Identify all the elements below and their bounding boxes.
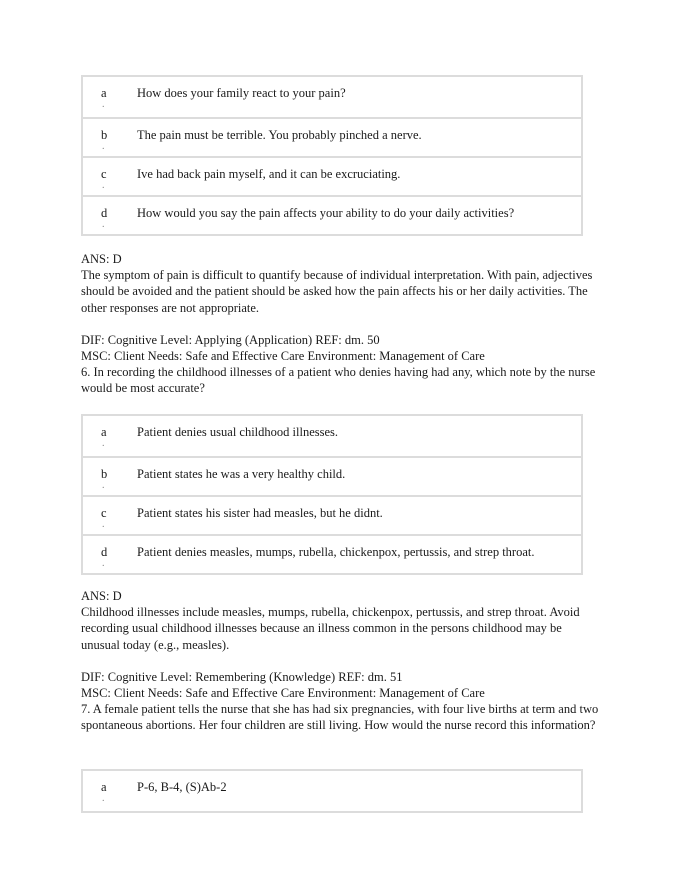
option-text: Patient states he was a very healthy child. xyxy=(137,467,346,481)
option-dot: . xyxy=(102,480,105,491)
q7-stem: 7. A female patient tells the nurse that she has had six pregnancies, with four live births at term and two spontaneous abortions. Her four children are still living. How would the nurse record this information? xyxy=(81,702,599,733)
option-dot: . xyxy=(102,99,105,110)
option-text: How would you say the pain affects your ability to do your daily activities? xyxy=(137,206,515,220)
option-letter: a xyxy=(101,86,107,100)
q5-options-table xyxy=(81,75,583,236)
q6-options-table xyxy=(81,414,583,575)
q7-options-table xyxy=(81,769,583,813)
q5-option-c xyxy=(83,156,581,195)
option-letter: b xyxy=(101,128,108,142)
q6-option-a xyxy=(83,416,581,456)
option-dot: . xyxy=(102,558,105,569)
option-letter: d xyxy=(101,206,108,220)
q5-answer: ANS: D xyxy=(81,252,122,266)
option-letter: b xyxy=(101,467,108,481)
option-dot: . xyxy=(102,219,105,230)
option-dot: . xyxy=(102,438,105,449)
q6-option-d xyxy=(83,534,581,573)
q6-option-b xyxy=(83,456,581,495)
option-text: How does your family react to your pain? xyxy=(137,86,346,100)
q5-option-d xyxy=(83,195,581,234)
q5-option-b xyxy=(83,117,581,156)
q6-answer-block xyxy=(81,588,601,734)
q7-option-a xyxy=(83,771,581,811)
q6-answer: ANS: D xyxy=(81,589,122,603)
q5-msc: MSC: Client Needs: Safe and Effective Care Environment: Management of Care xyxy=(81,349,485,364)
option-text: Patient denies usual childhood illnesses. xyxy=(137,425,339,439)
q6-difficulty: DIF: Cognitive Level: Remembering (Knowledge) REF: dm. 51 xyxy=(81,669,403,684)
option-dot: . xyxy=(102,793,105,804)
option-text: Patient denies measles, mumps, rubella, chickenpox, pertussis, and strep throat. xyxy=(137,545,535,559)
option-letter: a xyxy=(101,780,107,794)
option-dot: . xyxy=(102,519,105,530)
option-text: Ive had back pain myself, and it can be excruciating. xyxy=(137,167,401,181)
option-letter: c xyxy=(101,167,107,181)
option-letter: a xyxy=(101,425,107,439)
option-text: P-6, B-4, (S)Ab-2 xyxy=(137,780,227,794)
q5-difficulty: DIF: Cognitive Level: Applying (Application) REF: dm. 50 xyxy=(81,332,380,347)
option-text: Patient states his sister had measles, but he didnt. xyxy=(137,506,383,520)
q5-rationale: The symptom of pain is difficult to quantify because of individual interpretation. With pain, adjectives should be avoided and the patient should be asked how the pain affects his or her daily activities. The other responses are not appropriate. xyxy=(81,268,593,315)
option-letter: d xyxy=(101,545,108,559)
q6-option-c xyxy=(83,495,581,534)
q5-option-a xyxy=(83,77,581,117)
q6-stem: 6. In recording the childhood illnesses of a patient who denies having had any, which note by the nurse would be most accurate? xyxy=(81,365,596,396)
option-letter: c xyxy=(101,506,107,520)
q5-answer-block xyxy=(81,251,601,397)
q6-rationale: Childhood illnesses include measles, mumps, rubella, chickenpox, pertussis, and strep throat. Avoid recording usual childhood illnesses because an illness common in the persons childhood may be unusual today (e.g., measles). xyxy=(81,605,580,652)
option-text: The pain must be terrible. You probably pinched a nerve. xyxy=(137,128,422,142)
option-dot: . xyxy=(102,180,105,191)
option-dot: . xyxy=(102,141,105,152)
q6-msc: MSC: Client Needs: Safe and Effective Care Environment: Management of Care xyxy=(81,686,485,701)
